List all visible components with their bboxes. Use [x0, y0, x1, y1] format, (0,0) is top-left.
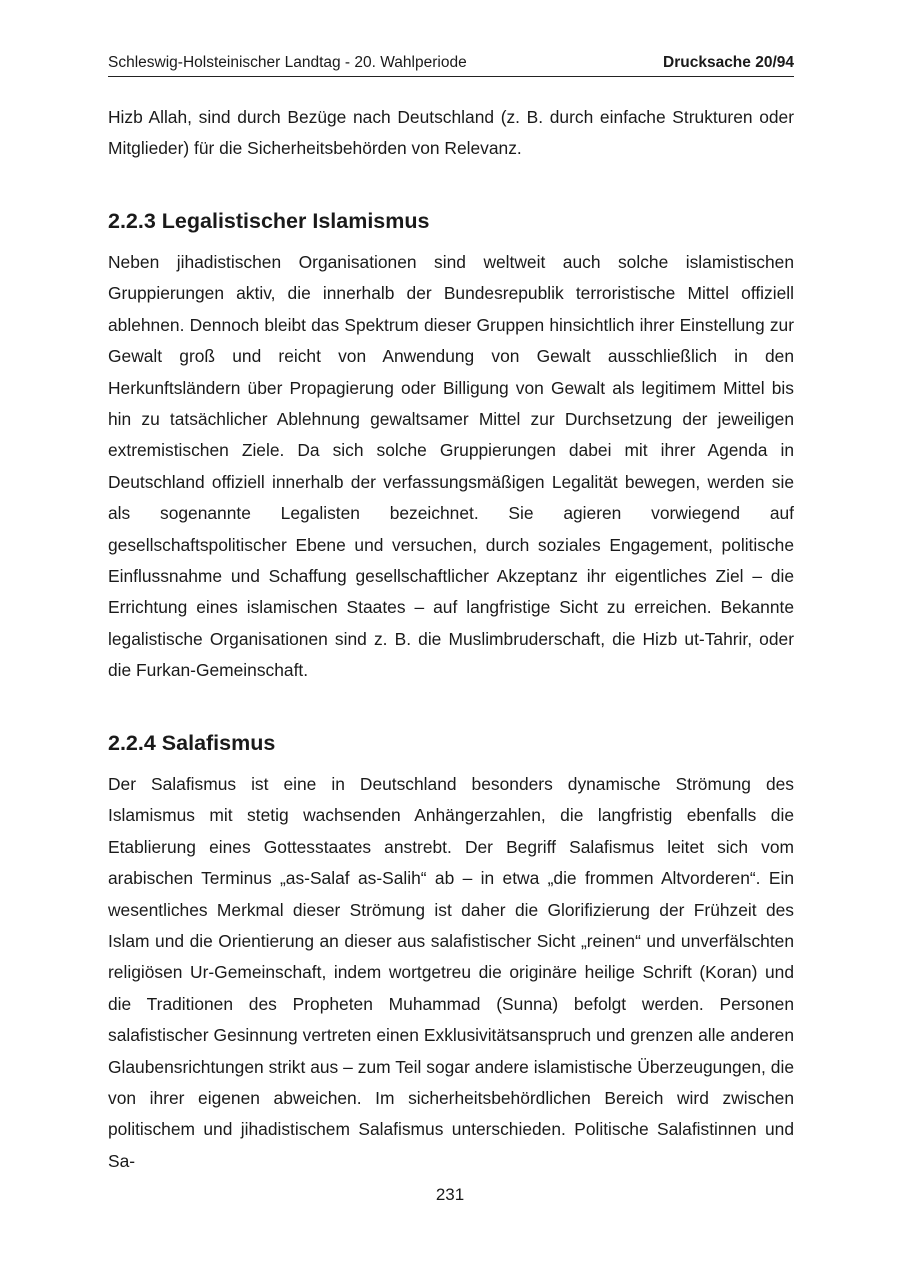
section-2-2-4-paragraph: Der Salafismus ist eine in Deutschland besonders dynamische Strömung des Islamismus mit stetig wachsenden Anhängerzahlen, die langfristig ebenfalls die Etablierung eines Gottesstaates anstrebt. Der Begriff Salafismus leitet sich vom arabischen Terminus „as-Salaf as-Salih“ ab – in etwa „die frommen Altvorderen“. Ein wesentliches Merkmal dieser Strömung ist daher die Glorifizierung der Frühzeit des Islam und die Orientierung an dieser aus salafistischer Sicht „reinen“ und unverfälschten religiösen Ur-Gemeinschaft, indem wortgetreu die originäre heilige Schrift (Koran) und die Traditionen des Propheten Muhammad (Sunna) befolgt werden. Personen salafistischer Gesinnung vertreten einen Exklusivitätsanspruch und grenzen alle anderen Glaubensrichtungen strikt aus – zum Teil sogar andere islamistische Überzeugungen, die von ihrer eigenen abweichen. Im sicherheitsbehördlichen Bereich wird zwischen politischem und jihadistischem Salafismus unterschieden. Politische Salafistinnen und Sa-	[108, 774, 794, 1171]
page-header	[108, 52, 794, 77]
intro-paragraph: Hizb Allah, sind durch Bezüge nach Deutschland (z. B. durch einfache Strukturen oder Mitglieder) für die Sicherheitsbehörden von Relevanz.	[108, 107, 794, 159]
section-224-heading-block	[108, 729, 794, 757]
page-number: 231	[435, 1185, 465, 1204]
section-heading-2-2-3: 2.2.3 Legalistischer Islamismus	[108, 209, 430, 233]
section-223-body-block	[108, 247, 794, 687]
section-heading-2-2-4: 2.2.4 Salafismus	[108, 731, 276, 755]
section-2-2-3-paragraph: Neben jihadistischen Organisationen sind weltweit auch solche islamistischen Gruppierungen aktiv, die innerhalb der Bundesrepublik terroristische Mittel offiziell ablehnen. Dennoch bleibt das Spektrum dieser Gruppen hinsichtlich ihrer Einstellung zur Gewalt groß und reicht von Anwendung von Gewalt ausschließlich in den Herkunftsländern über Propagierung oder Billigung von Gewalt als legitimem Mittel bis hin zu tatsächlicher Ablehnung gewaltsamer Mittel zur Durchsetzung der jeweiligen extremistischen Ziele. Da sich solche Gruppierungen dabei mit ihrer Agenda in Deutschland offiziell innerhalb der verfassungsmäßigen Legalität bewegen, werden sie als sogenannte Legalisten bezeichnet. Sie agieren vorwiegend auf gesellschaftspolitischer Ebene und versuchen, durch soziales Engagement, politische Einflussnahme und Schaffung gesellschaftlicher Akzeptanz ihr eigentliches Ziel – die Errichtung eines islamischen Staates – auf langfristige Sicht zu erreichen. Bekannte legalistische Organisationen sind z. B. die Muslimbruderschaft, die Hizb ut-Tahrir, oder die Furkan-Gemeinschaft.	[108, 252, 794, 681]
intro-block	[108, 102, 794, 165]
header-document-title: Schleswig-Holsteinischer Landtag - 20. Wahlperiode	[108, 54, 467, 71]
section-224-body-block	[108, 769, 794, 1177]
header-drucksache-number: Drucksache 20/94	[663, 54, 794, 71]
section-223-heading-block	[108, 207, 794, 235]
